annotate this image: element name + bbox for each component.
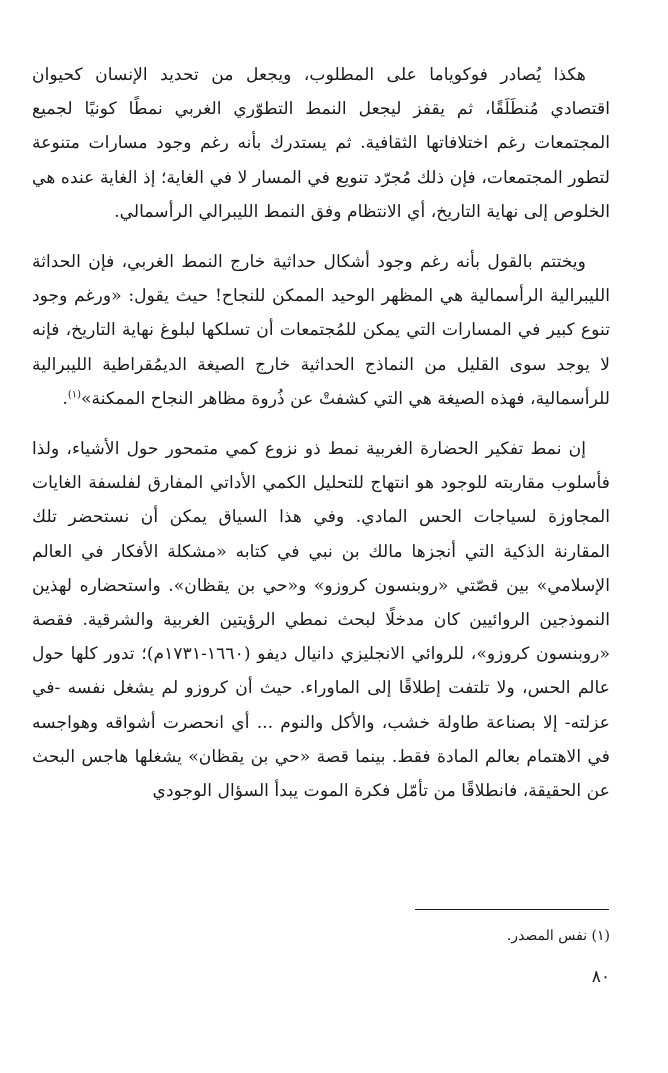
paragraph-2-tail: . — [62, 388, 68, 409]
footnote: (١) نفس المصدر. — [506, 928, 610, 944]
footnote-divider — [415, 909, 609, 910]
footnote-reference[interactable]: (١) — [67, 389, 82, 401]
paragraph-2 — [32, 245, 610, 416]
paragraph-3: إن نمط تفكير الحضارة الغربية نمط ذو نزوع كمي متمحور حول الأشياء، ولذا فأسلوب مقاربته للوجود هو انتهاج للتحليل الكمي الأداتي المفارق لفلسفة الغايات المجاوزة لسياجات الحس المادي. وفي هذا السياق يمكن أن نستحضر تلك المقارنة الذكية التي أنجزها مالك بن نبي في كتابه «مشكلة الأفكار في العالم الإسلامي» بين قصّتي «روبنسون كروزو» و«حي بن يقظان». واستحضاره لهذين النموذجين الروائيين كان مدخلًا لبحث نمطي الرؤيتين الغربية والشرقية. فقصة «روبنسون كروزو»، للروائي الانجليزي دانيال ديفو (١٦٦٠-١٧٣١م)؛ تدور كلها حول عالم الحس، ولا تلتفت إطلاقًا إلى الماوراء. حيث أن كروزو لم يشغل نفسه -في عزلته- إلا بصناعة طاولة خشب، والأكل والنوم ... أي انحصرت أشواقه وهواجسه في الاهتمام بعالم المادة فقط. بينما قصة «حي بن يقظان» يشغلها هاجس البحث عن الحقيقة، فانطلاقًا من تأمّل فكرة الموت يبدأ السؤال الوجودي — [32, 439, 610, 802]
page-body — [32, 58, 610, 808]
paragraph-1: هكذا يُصادر فوكوياما على المطلوب، ويجعل من تحديد الإنسان كحيوان اقتصادي مُنطَلَقًا، ثم يقفز ليجعل النمط التطوّري الغربي نمطًا كونيًا لجميع المجتمعات رغم اختلافاتها الثقافية. ثم يستدرك بأنه رغم وجود مسارات متنوعة لتطور المجتمعات، فإن ذلك مُجرّد تنويع في المسار لا في الغاية؛ إذ الغاية عنده هي الخلوص إلى نهاية التاريخ، أي الانتظام وفق النمط الليبرالي الرأسمالي. — [32, 65, 610, 222]
paragraph-2-text: ويختتم بالقول بأنه رغم وجود أشكال حداثية خارج النمط الغربي، فإن الحداثة الليبرالية الرأسمالية هي المظهر الوحيد الممكن للنجاح! حيث يقول: «ورغم وجود تنوع كبير في المسارات التي يمكن للمُجتمعات أن تسلكها لبلوغ نهاية التاريخ، فإنه لا يوجد سوى القليل من النماذج الحداثية خارج الصيغة الديمُقراطية الليبرالية للرأسمالية، فهذه الصيغة هي التي كشفتْ عن ذُروة مظاهر النجاح الممكنة» — [32, 252, 610, 409]
page-number: ٨٠ — [591, 967, 610, 987]
